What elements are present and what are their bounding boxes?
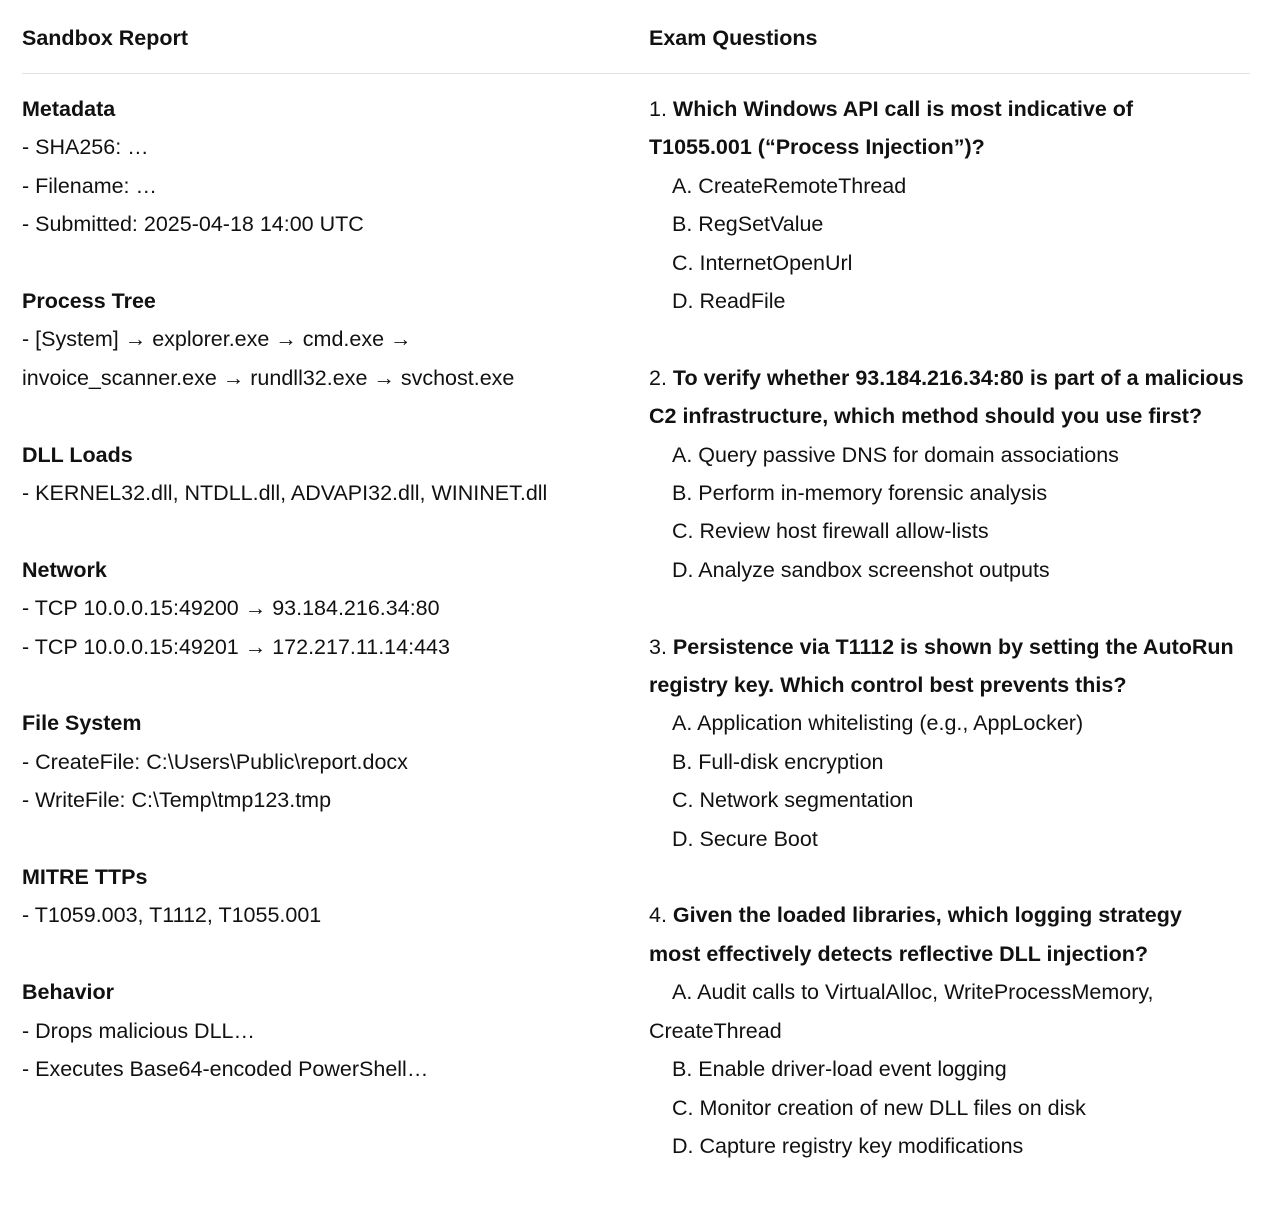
behavior-item: - Executes Base64-encoded PowerShell… — [22, 1057, 429, 1082]
question-prompt — [649, 896, 1229, 973]
question-text: Given the loaded libraries, which logging strategy most effectively detects reflective DLL injection? — [649, 903, 1182, 966]
sandbox-report-column — [22, 90, 622, 1127]
answer-option: B. Perform in-memory forensic analysis — [672, 481, 1048, 506]
section-title: MITRE TTPs — [22, 865, 148, 890]
question-number: 2. — [649, 365, 667, 390]
metadata-sha256: - SHA256: … — [22, 135, 149, 160]
answer-option: D. ReadFile — [672, 289, 786, 314]
section-title: File System — [22, 711, 142, 736]
mitre-ttp-list: - T1059.003, T1112, T1055.001 — [22, 903, 322, 928]
question-number: 3. — [649, 634, 667, 659]
process-tree-section — [22, 282, 622, 397]
section-title: Process Tree — [22, 289, 156, 314]
answer-option: C. Network segmentation — [672, 788, 914, 813]
exam-questions-heading: Exam Questions — [649, 26, 818, 50]
network-connection: - TCP 10.0.0.15:49201 → 172.217.11.14:443 — [22, 634, 450, 659]
answer-option: B. RegSetValue — [672, 212, 824, 237]
question-prompt — [649, 628, 1259, 705]
question-number: 1. — [649, 97, 667, 121]
behavior-section — [22, 973, 622, 1088]
answer-option: B. Full-disk encryption — [672, 749, 884, 774]
mitre-section — [22, 858, 622, 935]
answer-option: D. Analyze sandbox screenshot outputs — [672, 557, 1050, 582]
section-title: Network — [22, 557, 107, 582]
answer-option: A. Query passive DNS for domain associations — [672, 442, 1119, 467]
process-tree-chain: - [System] → explorer.exe → cmd.exe → invoice_scanner.exe → rundll32.exe → svchost.exe — [22, 327, 515, 390]
question-text: Which Windows API call is most indicative of T1055.001 (“Process Injection”)? — [649, 97, 1134, 160]
exam-questions-column — [649, 90, 1259, 1204]
question-number: 4. — [649, 903, 667, 928]
question-3 — [649, 628, 1259, 858]
file-write: - WriteFile: C:\Temp\tmp123.tmp — [22, 788, 332, 813]
answer-option: A. CreateRemoteThread — [672, 173, 907, 198]
question-prompt — [649, 359, 1259, 436]
question-4 — [649, 896, 1259, 1165]
metadata-section — [22, 90, 622, 244]
file-system-section — [22, 704, 622, 819]
answer-option: C. InternetOpenUrl — [672, 250, 853, 275]
answer-option: B. Enable driver-load event logging — [672, 1057, 1007, 1082]
answer-option: A. Application whitelisting (e.g., AppLocker) — [672, 711, 1084, 736]
behavior-item: - Drops malicious DLL… — [22, 1018, 255, 1043]
metadata-submitted: - Submitted: 2025-04-18 14:00 UTC — [22, 212, 364, 237]
question-2 — [649, 359, 1259, 589]
question-text: To verify whether 93.184.216.34:80 is part of a malicious C2 infrastructure, which method should you use first? — [649, 365, 1244, 429]
answer-option: C. Review host firewall allow-lists — [672, 519, 989, 544]
section-title: Metadata — [22, 97, 116, 121]
network-section — [22, 551, 622, 666]
sandbox-report-heading: Sandbox Report — [22, 26, 189, 50]
section-title: Behavior — [22, 980, 115, 1005]
question-prompt — [649, 90, 1169, 167]
question-text: Persistence via T1112 is shown by setting the AutoRun registry key. Which control best prevents this? — [649, 634, 1234, 698]
file-create: - CreateFile: C:\Users\Public\report.docx — [22, 749, 408, 774]
answer-option: C. Monitor creation of new DLL files on disk — [672, 1095, 1086, 1120]
network-connection: - TCP 10.0.0.15:49200 → 93.184.216.34:80 — [22, 596, 440, 621]
answer-option: A. Audit calls to VirtualAlloc, WriteProcessMemory, CreateThread — [649, 980, 1154, 1043]
dll-loads-section — [22, 436, 622, 513]
answer-option: D. Capture registry key modifications — [672, 1133, 1024, 1158]
section-title: DLL Loads — [22, 442, 133, 467]
answer-option: D. Secure Boot — [672, 826, 818, 851]
question-1 — [649, 90, 1259, 320]
metadata-filename: - Filename: … — [22, 173, 158, 198]
header-divider — [22, 73, 1250, 74]
dll-list: - KERNEL32.dll, NTDLL.dll, ADVAPI32.dll, WININET.dll — [22, 481, 548, 506]
